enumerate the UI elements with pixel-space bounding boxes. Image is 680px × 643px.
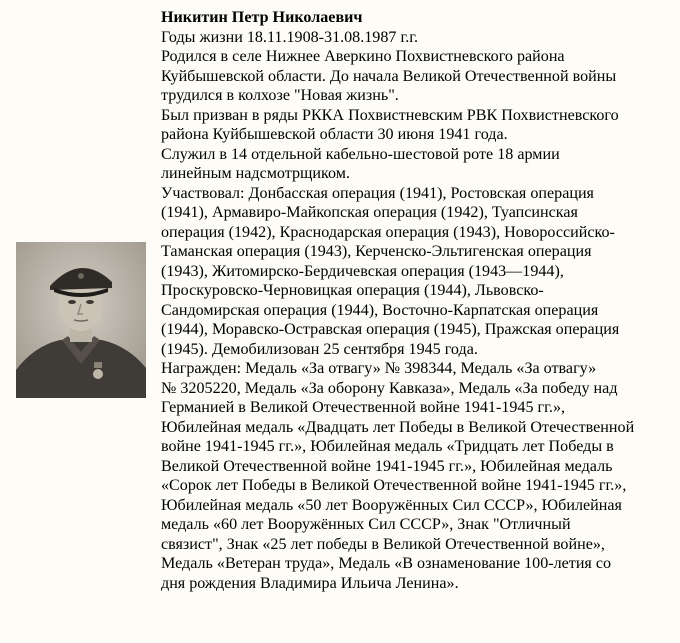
bio-line: Служил в 14 отдельной кабельно-шестовой роте 18 армии xyxy=(161,145,560,163)
bio-line: Медаль «Ветеран труда», Медаль «В ознаменование 100-летия со xyxy=(161,555,612,572)
soldier-portrait-icon xyxy=(16,242,146,398)
bio-line: связист", Знак «25 лет победы в Великой Отечественной войне», xyxy=(161,535,605,553)
bio-line: (1945). Демобилизован 25 сентября 1945 года. xyxy=(161,340,478,358)
bio-line: (1943), Житомирско-Бердичевская операция (1943—1944), xyxy=(161,262,564,280)
bio-line: Родился в селе Нижнее Аверкино Похвистневского района xyxy=(161,48,565,65)
bio-line: (1944), Моравско-Остравская операция (1945), Пражская операция xyxy=(161,321,620,338)
bio-line: Юбилейная медаль «Двадцать лет Победы в Великой Отечественной xyxy=(161,418,635,436)
bio-line: Великой Отечественной войне 1941-1945 гг.», Юбилейная медаль xyxy=(161,457,613,475)
bio-line: Был призван в ряды РККА Похвистневским РВК Похвистневского xyxy=(161,106,619,124)
bio-line: Награжден: Медаль «За отвагу» № 398344, Медаль «За отвагу» xyxy=(161,360,597,377)
bio-line: Германией в Великой Отечественной войне 1941-1945 гг.», xyxy=(161,399,566,416)
bio-line: № 3205220, Медаль «За оборону Кавказа», Медаль «За победу над xyxy=(161,379,618,397)
bio-line: Куйбышевской области. До начала Великой Отечественной войны xyxy=(161,67,617,85)
bio-line: трудился в колхозе "Новая жизнь". xyxy=(161,87,399,104)
bio-line: «Сорок лет Победы в Великой Отечественной войне 1941-1945 гг.», xyxy=(161,477,627,494)
bio-line: Сандомирская операция (1944), Восточно-Карпатская операция xyxy=(161,301,599,319)
bio-line: войне 1941-1945 гг.», Юбилейная медаль «Тридцать лет Победы в xyxy=(161,438,614,455)
bio-line: медаль «60 лет Вооружённых Сил СССР», Знак "Отличный xyxy=(161,516,571,533)
bio-line: Годы жизни 18.11.1908-31.08.1987 г.г. xyxy=(161,28,419,46)
bio-line: района Куйбышевской области 30 июня 1941 года. xyxy=(161,126,508,143)
biography-text xyxy=(161,8,670,593)
bio-line: Участвовал: Донбасская операция (1941), Ростовская операция xyxy=(161,184,594,202)
bio-line: дня рождения Владимира Ильича Ленина». xyxy=(161,574,459,592)
bio-line: Юбилейная медаль «50 лет Вооружённых Сил СССР», Юбилейная xyxy=(161,496,622,514)
bio-line: операция (1942), Краснодарская операция (1943), Новороссийско- xyxy=(161,223,615,241)
bio-line: Таманская операция (1943), Керченско-Эльтигенская операция xyxy=(161,243,592,260)
person-name: Никитин Петр Николаевич xyxy=(161,9,363,26)
bio-line: Проскуровско-Черновицкая операция (1944), Львовско- xyxy=(161,282,544,299)
bio-line: (1941), Армавиро-Майкопская операция (1942), Туапсинская xyxy=(161,204,578,221)
bio-line: линейным надсмотрщиком. xyxy=(161,165,350,182)
soldier-portrait-photo xyxy=(16,242,146,398)
